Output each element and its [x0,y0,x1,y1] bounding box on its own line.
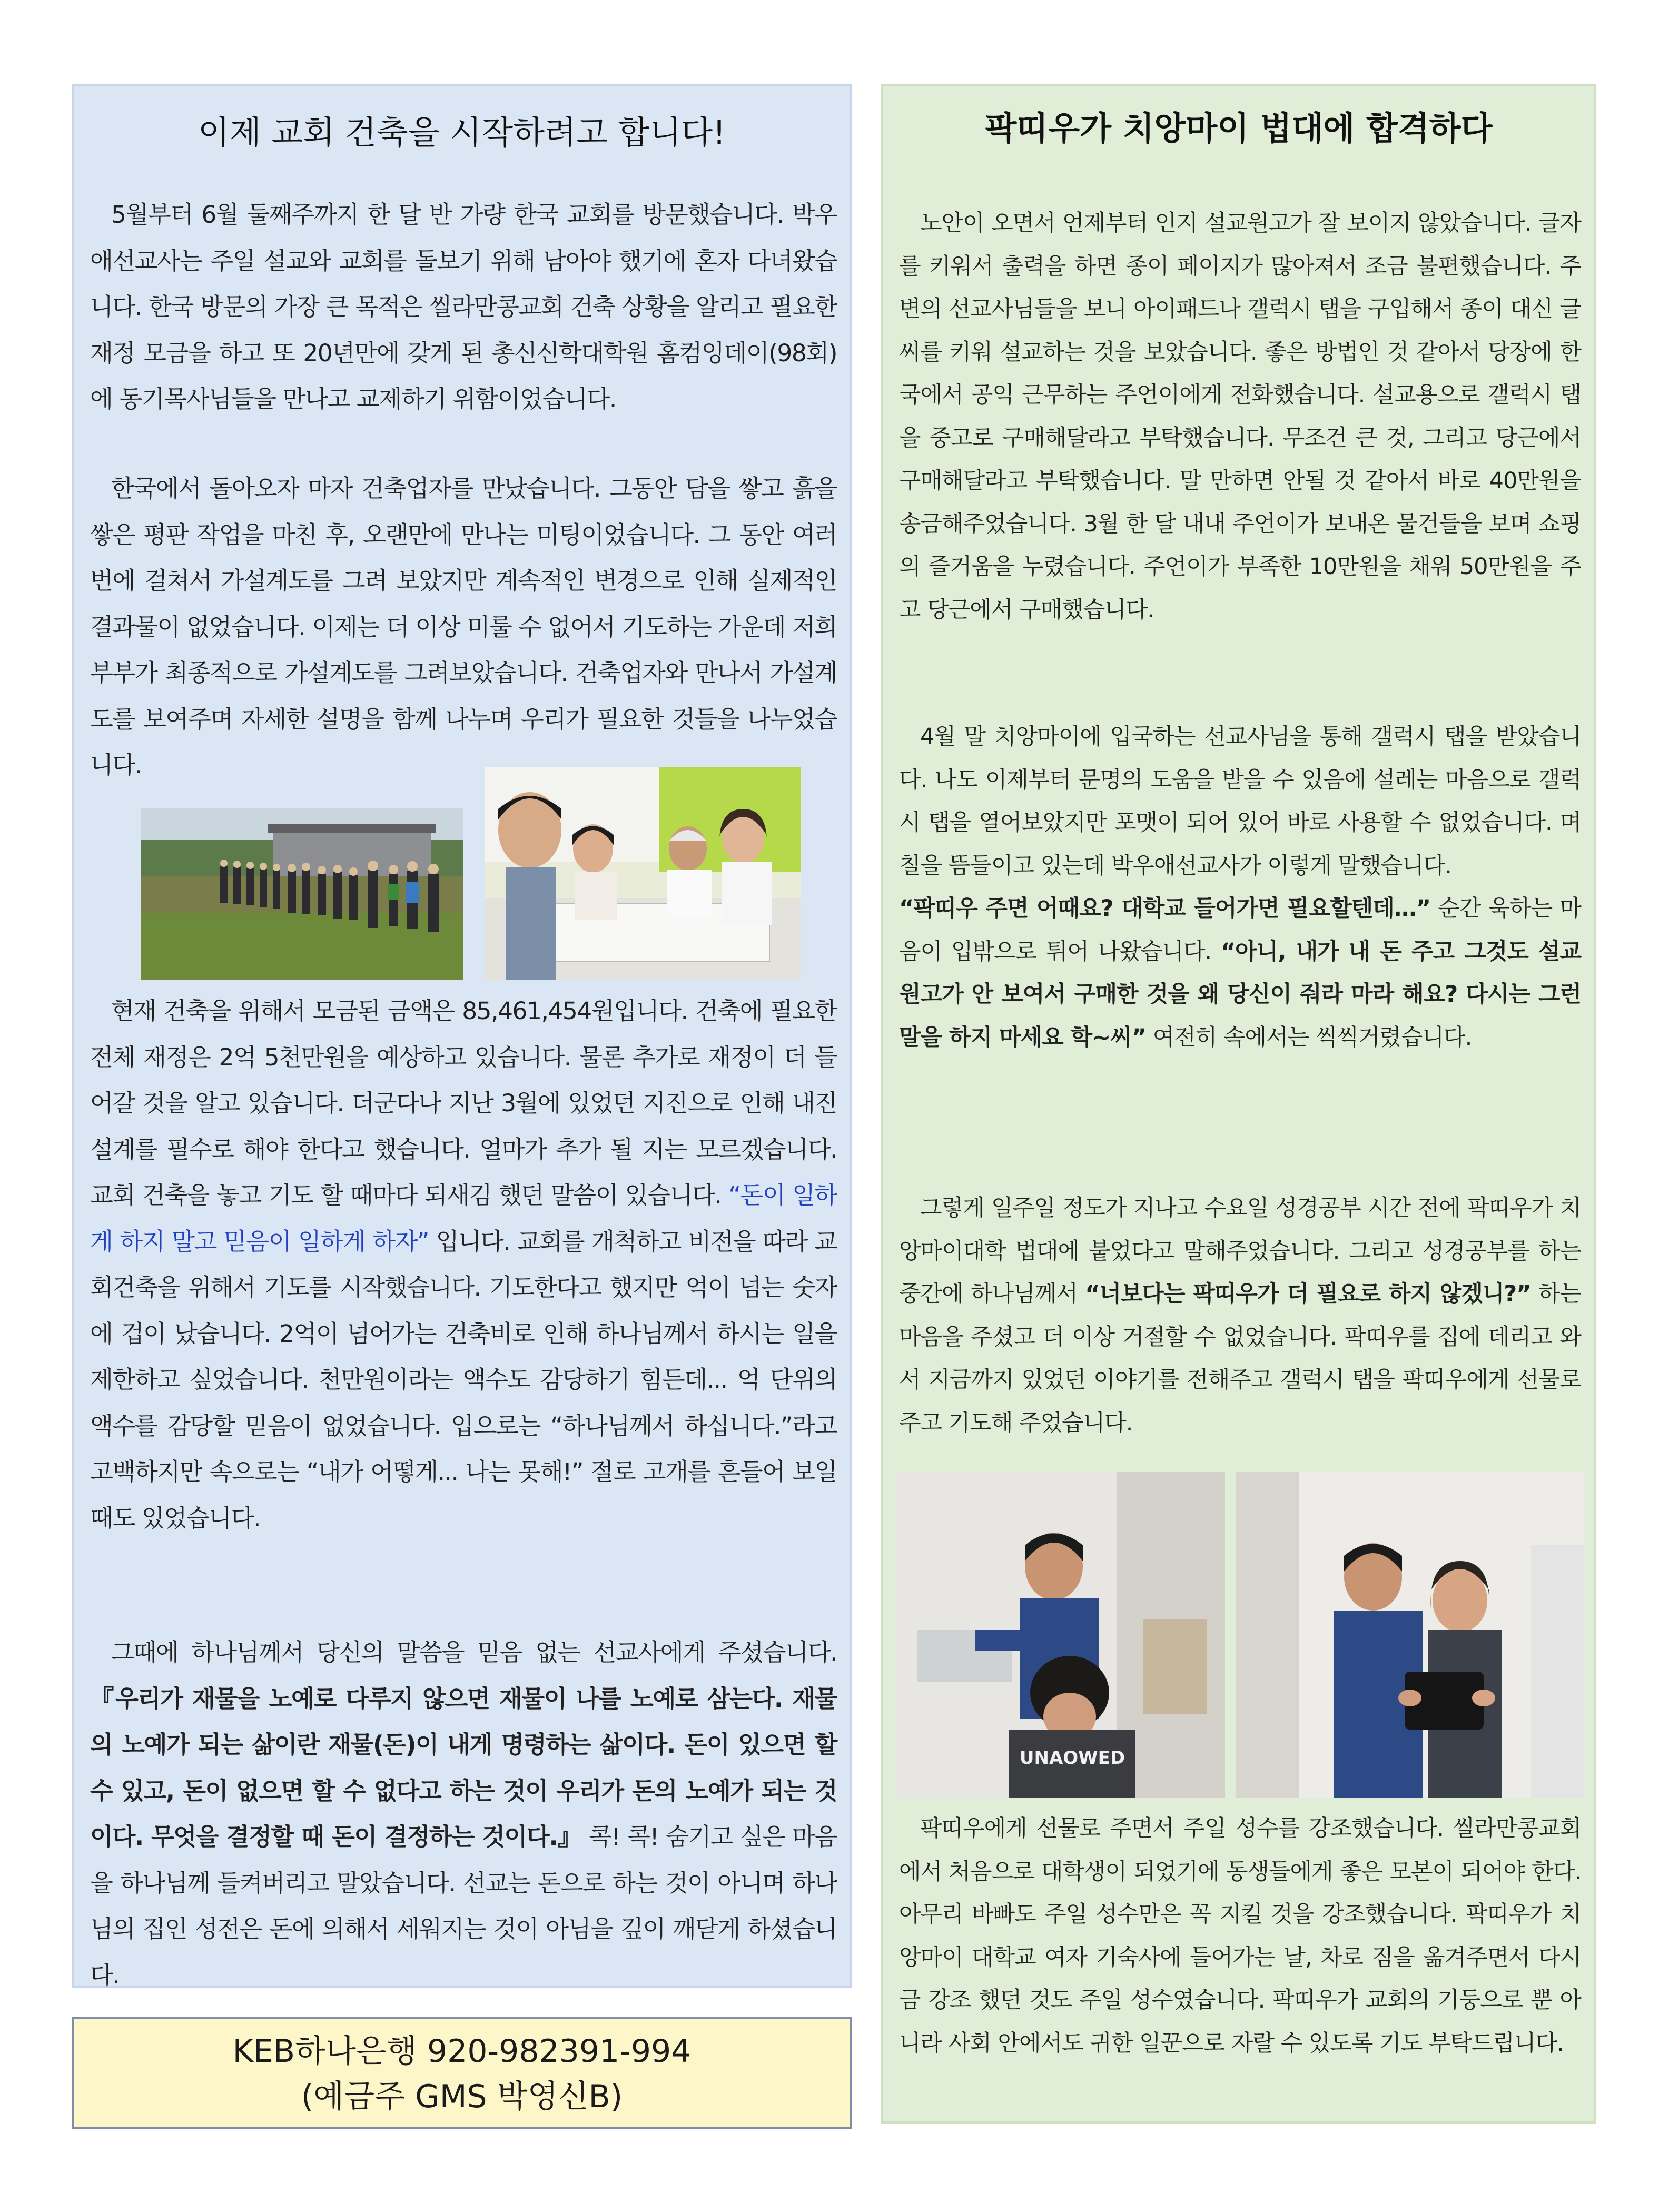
left-paragraph-4-text-b: 콕! 콕! 숨기고 싶은 마음을 하나님께 들켜버리고 말았습니다. 선교는 돈으로 하는 것이 아니며 하나님의 집인 성전은 돈에 의해서 세워지는 것이 아님을 깊이 깨닫게 하셨습니다. [90,1823,837,1989]
photo-gift [1236,1472,1584,1798]
right-paragraph-2-text-b: 순간 욱하는 마음이 입밖으로 튀어 나왔습니다. [899,895,1582,965]
left-paragraph-4 [90,1630,837,1998]
right-column [881,84,1596,2124]
right-paragraph-2-text-a: 4월 말 치앙마이에 입국하는 선교사님을 통해 갤럭시 탭을 받았습니다. 나도 이제부터 문명의 도움을 받을 수 있음에 설레는 마음으로 갤럭시 탭을 열어보았지만 포맷이 되어 있어 바로 사용할 수 없었습니다. 며칠을 뜸들이고 있는데 박우애선교사가 이렇게 말했습니다. [899,724,1581,879]
right-paragraph-3-text-b: 하는 마음을 주셨고 더 이상 거절할 수 없었습니다. 팍띠우를 집에 데리고 와서 지금까지 있었던 이야기를 전해주고 갤럭시 탭을 팍띠우에게 선물로 주고 기도해 주었습니다. [899,1281,1581,1436]
right-paragraph-3-text-a: 그렇게 일주일 정도가 지나고 수요일 성경공부 시간 전에 팍띠우가 치앙마이대학 법대에 붙었다고 말해주었습니다. 그리고 성경공부를 하는 중간에 하나님께서 [899,1195,1581,1307]
left-paragraph-3-text-b: 입니다. 교회를 개척하고 비전을 따라 교회건축을 위해서 기도를 시작했습니다. 기도한다고 했지만 억이 넘는 숫자에 겁이 났습니다. 2억이 넘어가는 건축비로 인해 하나님께서 하시는 일을 제한하고 싶었습니다. 천만원이라는 액수도 감당하기 힘든데... 억 단위의 액수를 감당할 믿음이 없었습니다. 입으로는 “하나님께서 하십니다.”라고 고백하지만 속으로는 “내가 어떻게... 나는 못해!” 절로 고개를 흔들어 보일 때도 있었습니다. [90,1227,837,1532]
bank-account-holder: (예금주 GMS 박영신B) [301,2078,623,2115]
photo-prayer [896,1472,1225,1798]
left-paragraph-2: 한국에서 돌아오자 마자 건축업자를 만났습니다. 그동안 담을 쌓고 흙을 쌓은 평판 작업을 마친 후, 오랜만에 만나는 미팅이었습니다. 그 동안 여러 번에 걸쳐서 가설계도를 그려 보았지만 계속적인 변경으로 인해 실제적인 결과물이 없었습니다. 이제는 더 이상 미룰 수 없어서 기도하는 가운데 저희 부부가 최종적으로 가설계도를 그려보았습니다. 건축업자와 만나서 가설계도를 보여주며 자세한 설명을 함께 나누며 우리가 필요한 것들을 나누었습니다. [90,475,837,779]
right-paragraph-2 [899,716,1581,1059]
money-slave-quote: 『우리가 재물을 노예로 다루지 않으면 재물이 나를 노예로 삼는다. 재물의 노예가 되는 삶이란 재물(돈)이 내게 명령하는 삶이다. 돈이 있으면 할 수 있고, 돈이 없으면 할 수 없다고 하는 것이 우리가 돈의 노예가 되는 것이다. 무엇을 결정할 때 돈이 결정하는 것이다.』 [90,1684,837,1851]
right-paragraph-3 [899,1187,1581,1445]
right-title: 팍띠우가 치앙마이 법대에 합격하다 [985,109,1493,147]
left-title: 이제 교회 건축을 시작하려고 합니다! [197,113,726,152]
bank-account-box [72,2017,852,2129]
right-paragraph-4: 팍띠우에게 선물로 주면서 주일 성수를 강조했습니다. 씰라만콩교회에서 처음으로 대학생이 되었기에 동생들에게 좋은 모본이 되어야 한다. 아무리 바빠도 주일 성수만은 꼭 지킬 것을 강조했습니다. 팍띠우가 치앙마이 대학교 여자 기숙사에 들어가는 날, 차로 짐을 옮겨주면서 다시금 강조 했던 것도 주일 성수였습니다. 팍띠우가 교회의 기둥으로 뿐 아니라 사회 안에서도 귀한 일꾼으로 자랄 수 있도록 기도 부탁드립니다. [899,1815,1581,2057]
right-paragraph-2-text-c: 여전히 속에서는 씩씩거렸습니다. [1146,1024,1472,1051]
faith-quote: “돈이 일하게 하지 말고 믿음이 일하게 하자” [90,1181,837,1256]
left-paragraph-3 [90,988,837,1541]
bank-account-number: KEB하나은행 920-982391-994 [232,2033,692,2070]
left-paragraph-4-text-a: 그때에 하나님께서 당신의 말씀을 믿음 없는 선교사에게 주셨습니다. [111,1638,837,1666]
right-paragraph-1: 노안이 오면서 언제부터 인지 설교원고가 잘 보이지 않았습니다. 글자를 키워서 출력을 하면 종이 페이지가 많아져서 조금 불편했습니다. 주변의 선교사님들을 보니 아이패드나 갤럭시 탭을 구입해서 종이 대신 글씨를 키워 설교하는 것을 보았습니다. 좋은 방법인 것 같아서 당장에 한국에서 공익 근무하는 주언이에게 전화했습니다. 설교용으로 갤럭시 탭을 중고로 구매해달라고 부탁했습니다. 무조건 큰 것, 그리고 당근에서 구매해달라고 부탁했습니다. 말 만하면 안될 것 같아서 바로 40만원을 송금해주었습니다. 3월 한 달 내내 주언이가 보내온 물건들을 보며 쇼핑의 즐거움을 누렸습니다. 주언이가 부족한 10만원을 채워 50만원을 주고 당근에서 구매했습니다. [899,210,1581,623]
shirt-text: UNAOWED [1019,1747,1125,1769]
god-quote: “너보다는 팍띠우가 더 필요로 하지 않겠니?” [1085,1281,1531,1307]
photo-church-site-group [141,808,463,980]
husband-quote: “아니, 내가 내 돈 주고 그것도 설교 원고가 안 보여서 구매한 것을 왜 당신이 줘라 마라 해요? 다시는 그런 말을 하지 마세요 학~씨” [899,938,1581,1051]
left-paragraph-3-text-a: 현재 건축을 위해서 모금된 금액은 85,461,454원입니다. 건축에 필요한 전체 재정은 2억 5천만원을 예상하고 있습니다. 물론 추가로 재정이 더 들어갈 것을 알고 있습니다. 더군다나 지난 3월에 있었던 지진으로 인해 내진설계를 필수로 해야 한다고 했습니다. 얼마가 추가 될 지는 모르겠습니다. 교회 건축을 놓고 기도 할 때마다 되새김 했던 말씀이 있습니다. [90,997,837,1209]
wife-quote: “팍띠우 주면 어때요? 대학교 들어가면 필요할텐데…” [899,895,1431,922]
left-paragraph-1: 5월부터 6월 둘째주까지 한 달 반 가량 한국 교회를 방문했습니다. 박우애선교사는 주일 설교와 교회를 돌보기 위해 남아야 했기에 혼자 다녀왔습니다. 한국 방문의 가장 큰 목적은 씰라만콩교회 건축 상황을 알리고 필요한 재정 모금을 하고 또 20년만에 갖게 된 총신신학대학원 홈컴잉데이(98회)에 동기목사님들을 만나고 교제하기 위함이었습니다. [90,201,837,413]
photo-meeting-selfie [485,767,801,980]
left-column [72,84,852,1988]
